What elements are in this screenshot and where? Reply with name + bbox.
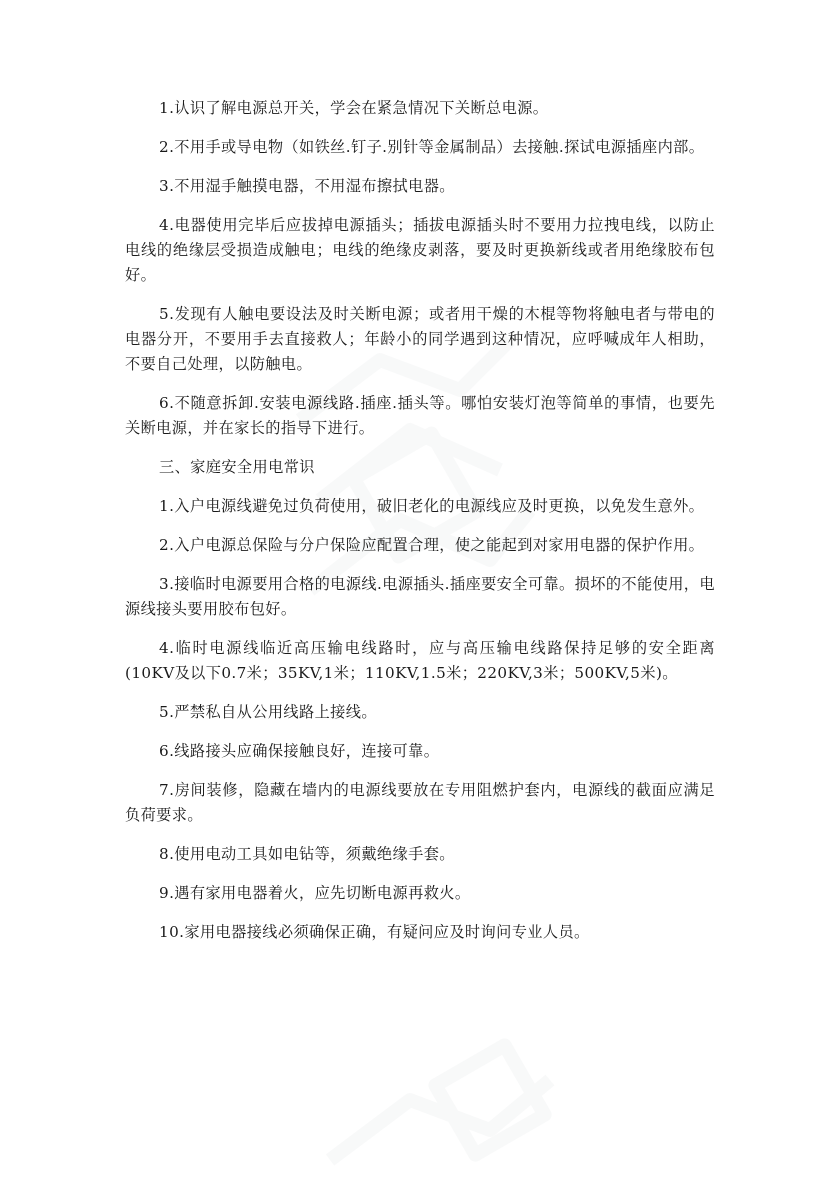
document-body <box>125 96 715 959</box>
paragraph-2: 2.不用手或导电物（如铁丝.钉子.别针等金属制品）去接触.探试电源插座内部。 <box>159 138 705 156</box>
safety-item-6: 6.线路接头应确保接触良好，连接可靠。 <box>159 742 440 760</box>
paragraph-3: 3.不用湿手触摸电器，不用湿布擦拭电器。 <box>159 177 455 195</box>
paragraph-1: 1.认识了解电源总开关，学会在紧急情况下关断总电源。 <box>159 99 549 117</box>
section-heading: 三、家庭安全用电常识 <box>159 458 315 476</box>
paragraph-5: 5.发现有人触电要设法及时关断电源；或者用干燥的木棍等物将触电者与带电的电器分开，不要用手去直接救人；年龄小的同学遇到这种情况，应呼喊成年人相助，不要自己处理，以防触电。 <box>125 305 715 373</box>
safety-item-10: 10.家用电器接线必须确保正确，有疑问应及时询问专业人员。 <box>159 923 590 941</box>
paragraph-4: 4.电器使用完毕后应拔掉电源插头；插拔电源插头时不要用力拉拽电线，以防止电线的绝缘层受损造成触电；电线的绝缘皮剥落，要及时更换新线或者用绝缘胶布包好。 <box>125 216 715 284</box>
paragraph-6: 6.不随意拆卸.安装电源线路.插座.插头等。哪怕安装灯泡等简单的事情，也要先关断电源，并在家长的指导下进行。 <box>125 394 715 437</box>
safety-item-3: 3.接临时电源要用合格的电源线.电源插头.插座要安全可靠。损坏的不能使用，电源线接头要用胶布包好。 <box>125 575 715 618</box>
safety-item-2: 2.入户电源总保险与分户保险应配置合理，使之能起到对家用电器的保护作用。 <box>159 536 705 554</box>
safety-item-9: 9.遇有家用电器着火，应先切断电源再救火。 <box>159 884 471 902</box>
safety-item-4: 4.临时电源线临近高压输电线路时，应与高压输电线路保持足够的安全距离(10KV及以下0.7米；35KV,1米；110KV,1.5米；220KV,3米；500KV,5米)。 <box>125 639 715 682</box>
safety-item-7: 7.房间装修，隐藏在墙内的电源线要放在专用阻燃护套内，电源线的截面应满足负荷要求。 <box>125 781 715 824</box>
watermark-logo-bottom <box>300 1020 620 1180</box>
safety-item-5: 5.严禁私自从公用线路上接线。 <box>159 703 377 721</box>
safety-item-8: 8.使用电动工具如电钻等，须戴绝缘手套。 <box>159 845 455 863</box>
safety-item-1: 1.入户电源线避免过负荷使用，破旧老化的电源线应及时更换，以免发生意外。 <box>159 497 705 515</box>
